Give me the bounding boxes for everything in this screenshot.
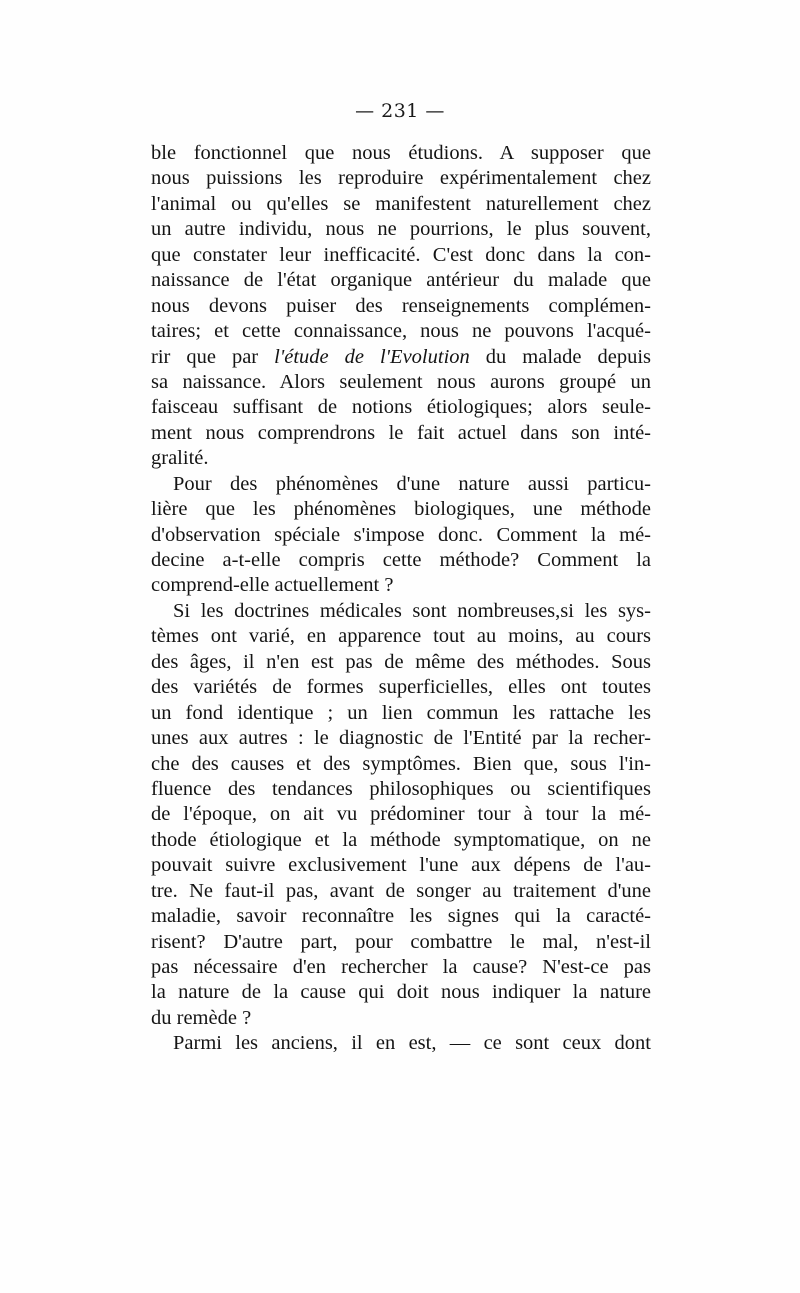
text-line-segment: du malade depuis — [469, 345, 651, 368]
text-line: nous devons puiser des renseignements complémen- — [151, 294, 651, 317]
text-line: naissance de l'état organique antérieur du malade que — [151, 269, 651, 292]
text-line: de l'époque, on ait vu prédominer tour à tour la mé- — [151, 803, 651, 826]
body-text — [151, 141, 651, 1057]
text-line: ble fonctionnel que nous étudions. A supposer que — [151, 142, 651, 164]
text-line: ment nous comprendrons le fait actuel dans son inté- — [151, 421, 651, 444]
text-line: Si les doctrines médicales sont nombreuses,si les sys- — [173, 599, 651, 622]
text-line: des âges, il n'en est pas de même des méthodes. Sous — [151, 650, 651, 673]
text-line: la nature de la cause qui doit nous indiquer la nature — [151, 981, 651, 1004]
text-line: que constater leur inefficacité. C'est donc dans la con- — [151, 243, 651, 266]
text-line: des variétés de formes superficielles, elles ont toutes — [151, 676, 651, 699]
text-line: tèmes ont varié, en apparence tout au moins, au cours — [151, 625, 651, 648]
text-line: maladie, savoir reconnaître les signes qui la caracté- — [151, 905, 651, 928]
text-line: decine a-t-elle compris cette méthode? Comment la — [151, 549, 651, 571]
text-line: thode étiologique et la méthode symptomatique, on ne — [151, 828, 651, 851]
text-line: d'observation spéciale s'impose donc. Comment la mé- — [151, 523, 651, 546]
text-line: tre. Ne faut-il pas, avant de songer au traitement d'une — [151, 879, 651, 902]
text-line: faisceau suffisant de notions étiologiques; alors seule- — [151, 396, 651, 419]
text-line: l'animal ou qu'elles se manifestent naturellement chez — [151, 192, 651, 215]
text-line: pas nécessaire d'en rechercher la cause? N'est-ce pas — [151, 956, 651, 978]
text-line: pouvait suivre exclusivement l'une aux dépens de l'au- — [151, 854, 651, 877]
page-number: — 231 — — [355, 100, 445, 122]
text-line: Pour des phénomènes d'une nature aussi particu- — [173, 472, 651, 495]
text-line: un autre individu, nous ne pourrions, le plus souvent, — [151, 218, 651, 241]
text-line: lière que les phénomènes biologiques, une méthode — [151, 498, 651, 521]
text-line — [151, 345, 651, 370]
text-line: comprend-elle actuellement ? — [151, 574, 394, 597]
text-line: che des causes et des symptômes. Bien que, sous l'in- — [151, 752, 651, 775]
text-line: gralité. — [151, 447, 209, 470]
italic-title: l'étude de l'Evolution — [274, 345, 470, 368]
text-line: unes aux autres : le diagnostic de l'Entité par la recher- — [151, 727, 651, 750]
text-line: nous puissions les reproduire expérimentalement chez — [151, 167, 651, 190]
text-line: un fond identique ; un lien commun les rattache les — [151, 701, 651, 724]
text-line: risent? D'autre part, pour combattre le mal, n'est-il — [151, 930, 651, 953]
text-line: fluence des tendances philosophiques ou scientifiques — [151, 777, 651, 800]
text-line: du remède ? — [151, 1006, 252, 1029]
text-line: sa naissance. Alors seulement nous aurons groupé un — [151, 370, 651, 393]
text-line-segment: rir que par — [151, 345, 275, 368]
text-line: Parmi les anciens, il en est, — ce sont ceux dont — [173, 1032, 651, 1055]
text-line: taires; et cette connaissance, nous ne pouvons l'acqué- — [151, 320, 651, 343]
